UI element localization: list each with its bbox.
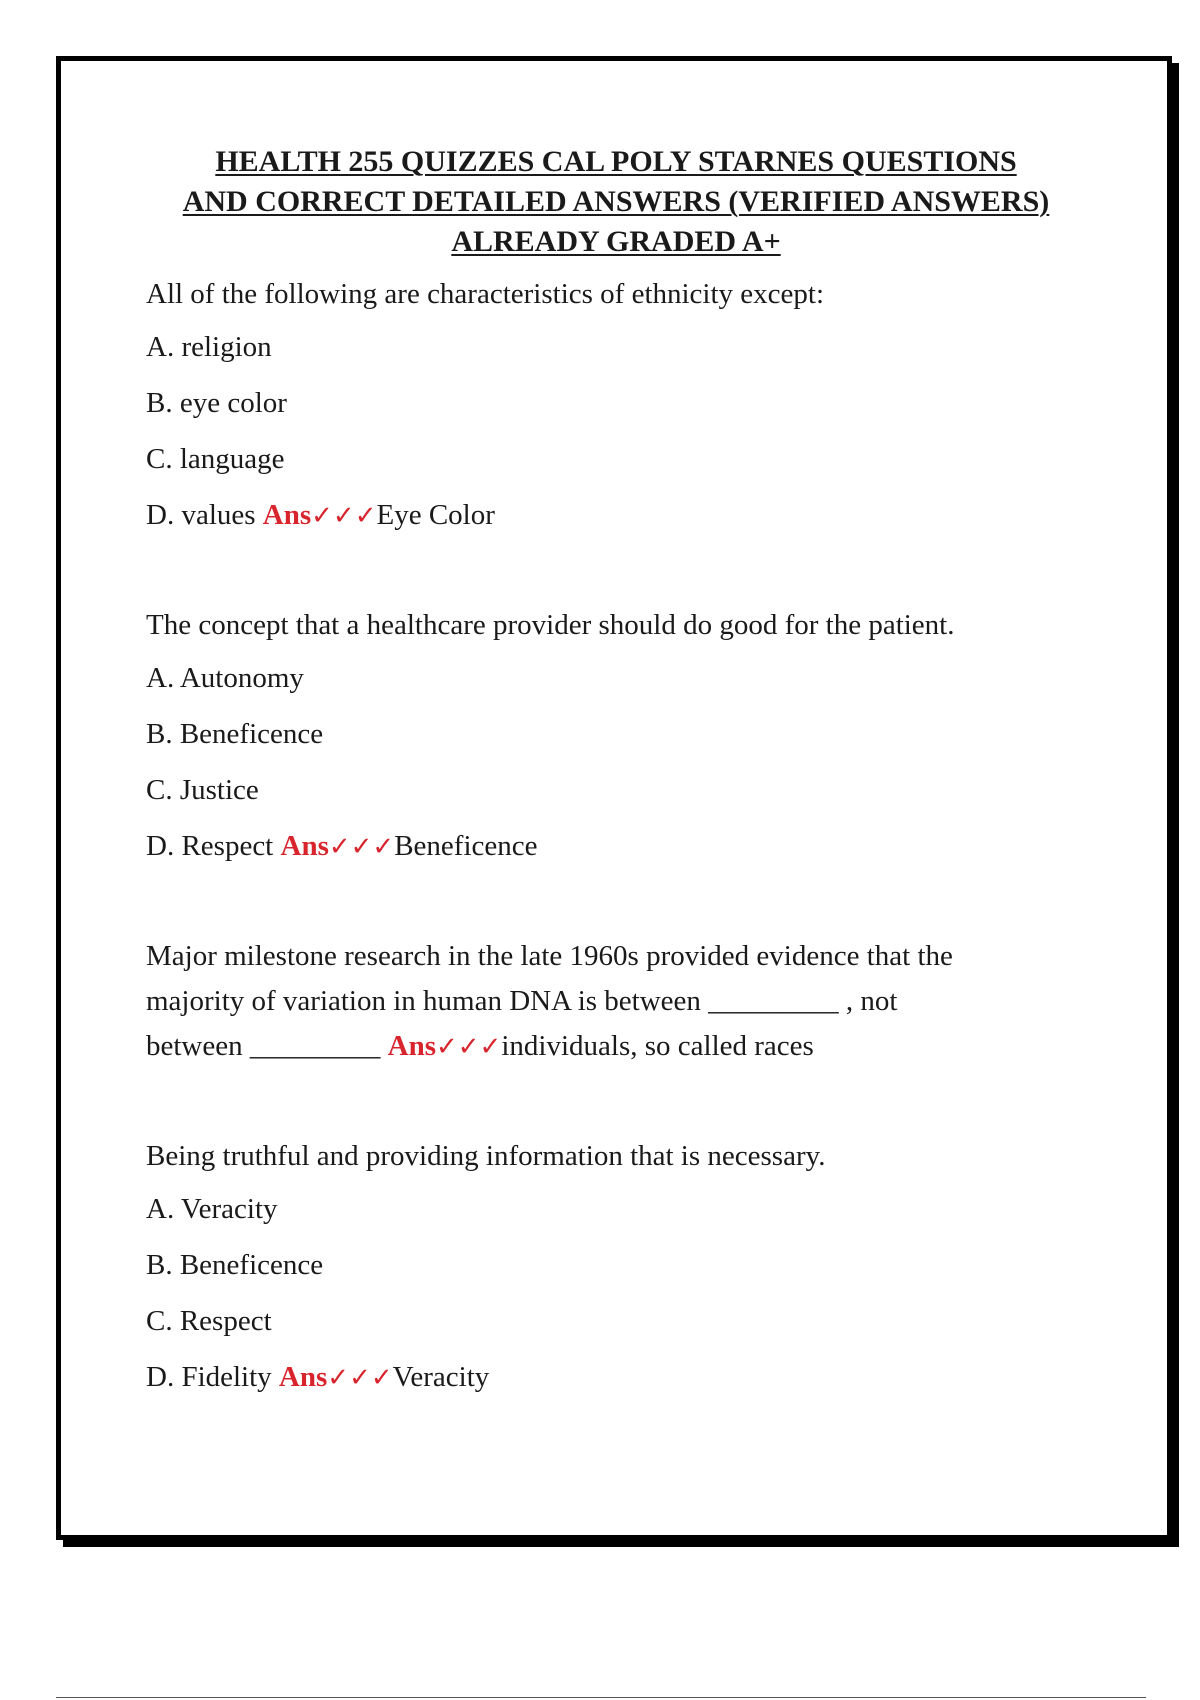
question-4-option-c: C. Respect bbox=[146, 1305, 272, 1337]
question-2-option-c: C. Justice bbox=[146, 774, 259, 806]
document-content bbox=[146, 142, 1086, 1414]
question-2-option-d-line bbox=[146, 826, 1086, 868]
question-2-text: The concept that a healthcare provider should do good for the patient. bbox=[146, 609, 955, 641]
check-marks-icon: ✓✓✓ bbox=[311, 501, 377, 531]
check-marks-icon: ✓✓✓ bbox=[328, 832, 395, 862]
question-2-answer: Beneficence bbox=[394, 830, 538, 862]
question-3-text bbox=[146, 936, 1086, 1068]
answer-marker: Ans bbox=[278, 1361, 328, 1393]
question-1 bbox=[146, 274, 1086, 537]
title-line-2: AND CORRECT DETAILED ANSWERS (VERIFIED ANSWERS) bbox=[182, 185, 1050, 218]
question-3-line-3-wrap bbox=[146, 1026, 1086, 1068]
answer-marker: Ans bbox=[280, 830, 329, 862]
question-3 bbox=[146, 936, 1086, 1068]
check-marks-icon: ✓✓✓ bbox=[435, 1032, 502, 1062]
answer-marker: Ans bbox=[387, 1030, 436, 1062]
question-4-answer: Veracity bbox=[392, 1361, 490, 1393]
question-2 bbox=[146, 605, 1086, 868]
question-3-line-1: Major milestone research in the late 1960s provided evidence that the bbox=[146, 940, 953, 972]
question-3-answer: individuals, so called races bbox=[501, 1030, 814, 1062]
question-4-option-d-line bbox=[146, 1357, 1086, 1399]
question-2-option-a: A. Autonomy bbox=[146, 662, 304, 694]
question-2-option-d: D. Respect bbox=[146, 830, 274, 862]
question-3-line-3: between _________ bbox=[146, 1030, 381, 1062]
answer-marker: Ans bbox=[262, 499, 312, 531]
question-2-option-b: B. Beneficence bbox=[146, 718, 324, 750]
question-3-line-2: majority of variation in human DNA is between _________ , not bbox=[146, 985, 898, 1017]
question-1-option-a: A. religion bbox=[146, 331, 272, 363]
question-1-option-d-line bbox=[146, 495, 1086, 537]
question-4 bbox=[146, 1136, 1086, 1399]
question-4-option-b: B. Beneficence bbox=[146, 1249, 324, 1281]
question-1-text: All of the following are characteristics of ethnicity except: bbox=[146, 278, 825, 310]
title-line-3: ALREADY GRADED A+ bbox=[451, 225, 781, 258]
question-1-answer: Eye Color bbox=[376, 499, 495, 531]
title-line-1: HEALTH 255 QUIZZES CAL POLY STARNES QUESTIONS bbox=[215, 145, 1017, 178]
footer-divider bbox=[56, 1697, 1146, 1698]
question-4-text: Being truthful and providing information that is necessary. bbox=[146, 1140, 826, 1172]
check-marks-icon: ✓✓✓ bbox=[327, 1363, 393, 1393]
question-4-option-a: A. Veracity bbox=[146, 1193, 278, 1225]
question-4-option-d: D. Fidelity bbox=[146, 1361, 272, 1393]
question-1-option-d: D. values bbox=[146, 499, 256, 531]
question-1-option-c: C. language bbox=[146, 443, 285, 475]
document-title bbox=[146, 142, 1086, 262]
question-1-option-b: B. eye color bbox=[146, 387, 287, 419]
